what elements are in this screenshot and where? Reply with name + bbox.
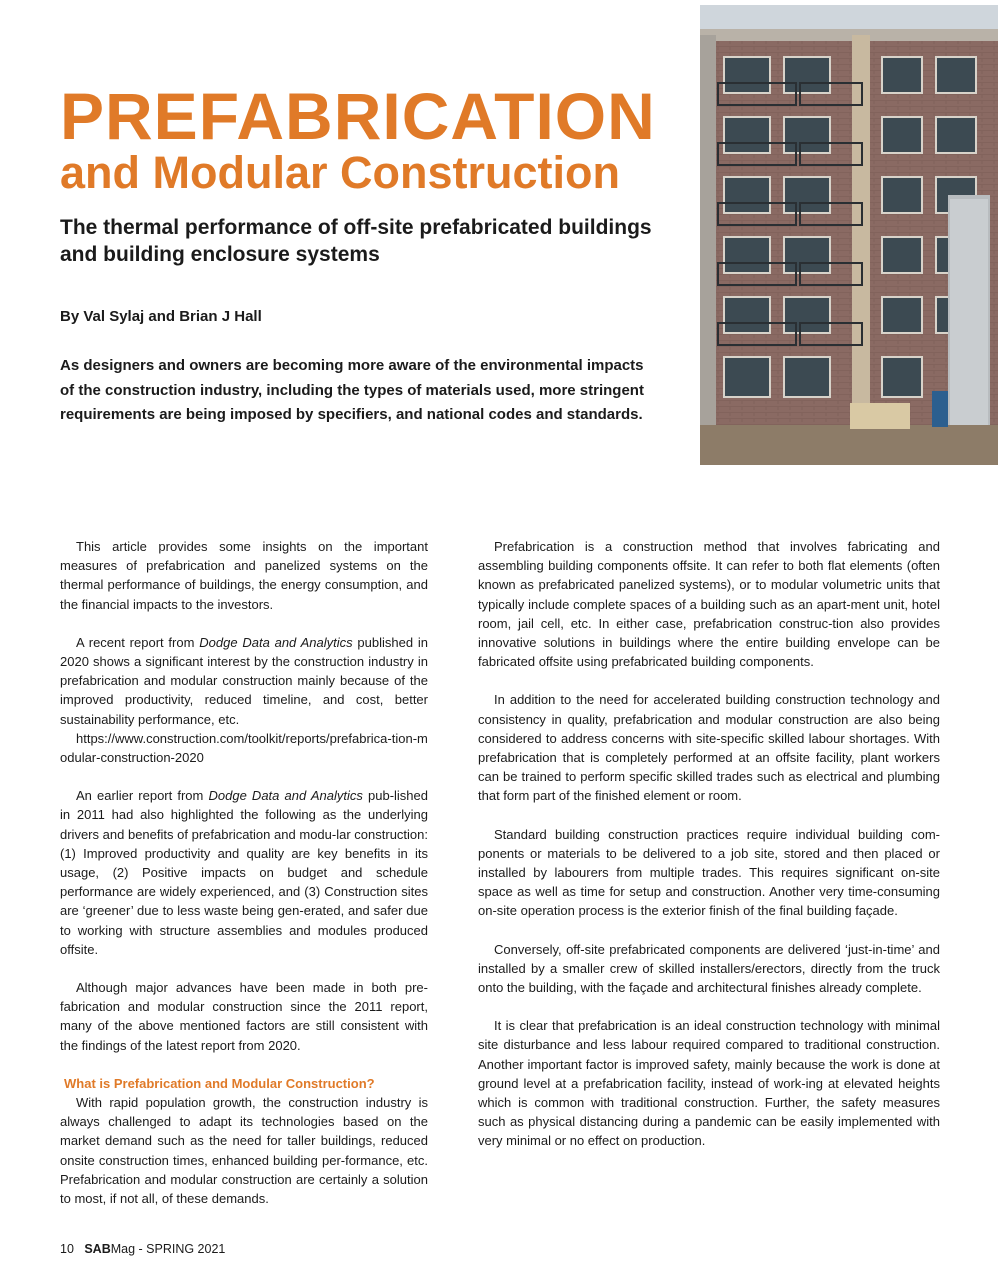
- byline: By Val Sylaj and Brian J Hall: [60, 308, 262, 325]
- lede-paragraph: As designers and owners are becoming more aware of the environmental impacts of the construction industry, including the types of materials used, more stringent requirements are being imposed by specifiers, and national codes and standards.: [60, 357, 644, 423]
- right-column: [478, 537, 940, 1170]
- left-paragraph-4: Although major advances have been made in both pre-fabrication and modular construction since the 2011 report, many of the above mentioned factors are still consistent with the findings of the latest report from 2020.: [60, 980, 428, 1053]
- left-paragraph-3: An earlier report from Dodge Data and Analytics pub-lished in 2011 had also highlighted the following as the underlying drivers and benefits of prefabrication and modu-lar construction: (1) Improved productivity and quality are key benefits in its usage, (2) Positive impacts on budget and schedule performance are widely experienced, and (3) Construction sites are ‘greener’ due to less waste being gen-erated, and safer due to working with structure assemblies and modules produced offsite.: [60, 788, 428, 957]
- page-footer: [60, 1242, 225, 1256]
- section-heading: What is Prefabrication and Modular Construction?: [64, 1075, 375, 1091]
- right-paragraph-4: Conversely, off-site prefabricated components are delivered ‘just-in-time’ and installed by a smaller crew of skilled installers/erectors, directly from the truck onto the building, with the façade and architectural finishes already complete.: [478, 941, 940, 996]
- left-paragraph-2: A recent report from Dodge Data and Analytics published in 2020 shows a significant interest by the construction industry in prefabrication and modular construction mainly because of the improved productivity, reduced timeline, and cost, better sustainability performance, etc.: [60, 634, 428, 727]
- right-paragraph-5: It is clear that prefabrication is an ideal construction technology with minimal site disturbance and less labour required compared to traditional construction. Another important factor is improved safety, mainly because the work is done at ground level at a prefabrication facility, instead of work-ing at elevated heights which is common with traditional construction. Further, the safety measures such as physical distancing during a pandemic can be easily implemented with very minimal or no effect on production.: [478, 1018, 940, 1149]
- report-url: https://www.construction.com/toolkit/reports/prefabrica-tion-modular-construction-2020: [60, 730, 428, 766]
- right-paragraph-2: In addition to the need for accelerated building construction technology and consistency in quality, prefabrication and modular construction are also being considered to address concerns with site-specific skilled labour shortages. With prefabrication that is completely performed at an offsite facility, plant workers can be trained to perform specific skilled trades such as electrical and plumbing that form part of the finished element or room.: [478, 692, 940, 804]
- left-column: [60, 537, 428, 1227]
- right-paragraph-1: Prefabrication is a construction method that involves fabricating and assembling building components offsite. It can refer to both flat elements (often known as prefabricated panelized systems), or to modular volumetric units that typically include complete spaces of a building such as an apart-ment unit, hotel room, jail cell, etc. In either case, prefabrication construc-tion also provides innovative solutions in buildings where the entire building envelope can be fabricated offsite using prefabricated building components.: [478, 539, 940, 670]
- magazine-issue: Mag - SPRING 2021: [110, 1242, 226, 1256]
- building-photo: [700, 5, 998, 465]
- left-paragraph-5: With rapid population growth, the construction industry is always challenged to adapt its technologies based on the market demand such as the need for taller buildings, reduced onsite construction times, enhanced building per-formance, etc. Prefabrication and modular construction are certainly a solution to most, if not all, of these demands.: [60, 1095, 428, 1207]
- page-number: 10: [60, 1242, 74, 1256]
- title-line-2: and Modular Construction: [60, 147, 620, 198]
- right-paragraph-3: Standard building construction practices require individual building com-ponents or materials to be delivered to a job site, stored and then placed or installed by labourers from multiple trades. This requires significant on-site space as well as time for setup and construction. Another very time-consuming on-site operation process is the exterior finish of the final building façade.: [478, 826, 940, 919]
- magazine-name-bold: SAB: [84, 1242, 111, 1256]
- title-line-1: PREFABRICATION: [60, 79, 656, 153]
- article-subtitle: The thermal performance of off-site prefabricated buildings and building enclosure systems: [60, 216, 652, 266]
- left-paragraph-1: This article provides some insights on the important measures of prefabrication and panelized systems on the thermal performance of buildings, the energy consumption, and the financial impacts to the investors.: [60, 539, 428, 612]
